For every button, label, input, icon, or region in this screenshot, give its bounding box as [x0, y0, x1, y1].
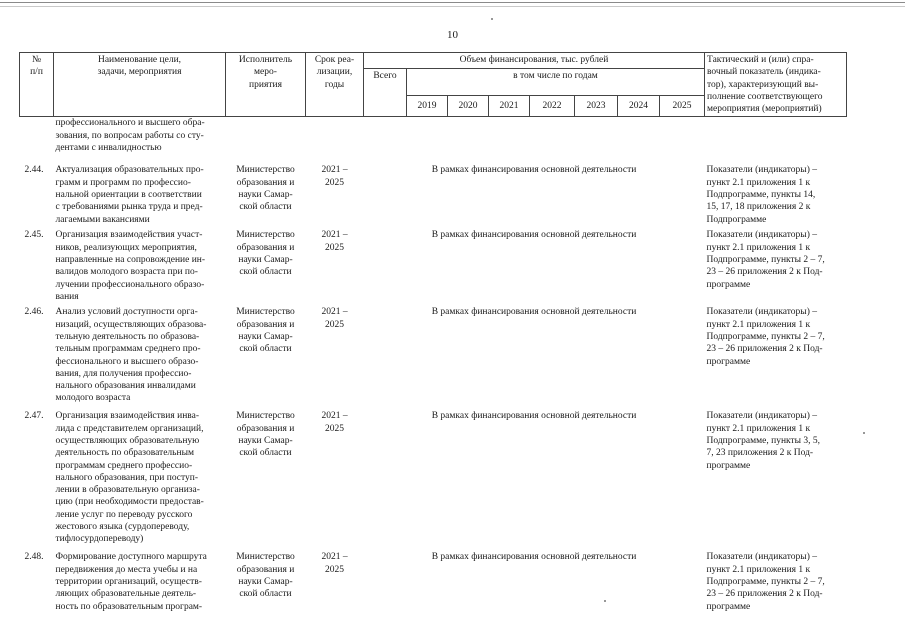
- year-2021: 2021: [489, 96, 530, 117]
- row-indicator: Показатели (индикаторы) – пункт 2.1 приложения 1 к Подпрограмме, пункты 2 – 7, 23 – 26 приложения 2 к Под- программе: [706, 552, 825, 612]
- header-num: № п/п: [20, 53, 54, 117]
- row-activity-name: Организация взаимодействия участ- ников, реализующих мероприятия, направленные на сопровождение ин- валидов молодого возраста при по- лучении профессионального образо- вания: [55, 230, 206, 302]
- program-activities-table: [19, 52, 847, 613]
- scan-speck: [604, 600, 606, 602]
- row-activity-name: Организация взаимодействия инва- лида с представителем организаций, осуществляющих образовательную деятельность по образовательным программам среднего профессио- нального образования, при поступ- лении в образовательную организа- цию (при необходимости предостав- ление услуг по переводу русского жестового языка (сурдопереводу, тифлосурдопереводу): [55, 411, 204, 545]
- year-2024: 2024: [618, 96, 660, 117]
- row-activity-name: Формирование доступного маршрута передвижения до места учебы и на территории организаций, осуществ- ляющих образовательные деятель- ность по образовательным програм-: [55, 552, 207, 612]
- row-activity-name: Актуализация образовательных про- грамм и программ по профессио- нальной ориентации в соответствии с требованиями рынка труда и пред- лагаемыми вакансиями: [55, 165, 204, 225]
- page-number: 10: [447, 29, 458, 41]
- header-financing: Объем финансирования, тыс. рублей: [364, 53, 705, 69]
- row-number: 2.48.: [24, 552, 44, 563]
- header-indicator: Тактический и (или) спра- вочный показатель (индика- тор), характеризующий вы- полнение соответствующего мероприятия (мероприятий): [705, 53, 847, 117]
- row-executor: Министерство образования и науки Самар- ской области: [236, 230, 295, 278]
- row-indicator: Показатели (индикаторы) – пункт 2.1 приложения 1 к Подпрограмме, пункты 14, 15, 17, 18 приложения 2 к Подпрограмме: [706, 165, 817, 225]
- header-executor: Исполнитель меро- приятия: [226, 53, 306, 117]
- row-indicator: Показатели (индикаторы) – пункт 2.1 приложения 1 к Подпрограмме, пункты 2 – 7, 23 – 26 приложения 2 к Под- программе: [706, 307, 825, 367]
- row-indicator: Показатели (индикаторы) – пункт 2.1 приложения 1 к Подпрограмме, пункты 3, 5, 7, 23 приложения 2 к Под- программе: [706, 411, 821, 471]
- table-row: [20, 306, 847, 410]
- header-name: Наименование цели, задачи, мероприятия: [54, 53, 226, 117]
- header-total: Всего: [364, 69, 407, 117]
- row-financing: В рамках финансирования основной деятельности: [431, 165, 637, 176]
- row-indicator: Показатели (индикаторы) – пункт 2.1 приложения 1 к Подпрограмме, пункты 2 – 7, 23 – 26 приложения 2 к Под- программе: [706, 230, 825, 290]
- row-financing: В рамках финансирования основной деятельности: [431, 230, 637, 241]
- row-number: 2.46.: [24, 307, 44, 318]
- year-2022: 2022: [530, 96, 575, 117]
- row-financing: В рамках финансирования основной деятельности: [431, 552, 637, 563]
- year-2023: 2023: [575, 96, 618, 117]
- table-row: [20, 551, 847, 612]
- scan-speck: [863, 432, 865, 434]
- row-executor: Министерство образования и науки Самар- ской области: [236, 307, 295, 355]
- row-financing: В рамках финансирования основной деятельности: [431, 307, 637, 318]
- year-2020: 2020: [448, 96, 489, 117]
- header-period: Срок реа- лизации, годы: [306, 53, 364, 117]
- table-row: [20, 410, 847, 551]
- scan-speck: [491, 18, 493, 20]
- year-2025: 2025: [660, 96, 705, 117]
- row-period: 2021 – 2025: [321, 165, 348, 188]
- scan-top-edge: [0, 2, 905, 7]
- row-number: 2.45.: [24, 230, 44, 241]
- row-period: 2021 – 2025: [321, 411, 348, 434]
- row-executor: Министерство образования и науки Самар- ской области: [236, 165, 295, 213]
- row-period: 2021 – 2025: [321, 552, 348, 575]
- row-activity-name: Анализ условий доступности орга- низаций, осуществляющих образова- тельную деятельность по образова- тельным программам среднего про- фессионального и высшего образо- вания, для получения профессио- нального образования инвалидами молодого возраста: [55, 307, 207, 404]
- continuation-text: профессионального и высшего обра- зования, по вопросам работы со сту- дентами с инвалидностью: [55, 118, 205, 154]
- table-header: [20, 53, 847, 117]
- row-financing: В рамках финансирования основной деятельности: [431, 411, 637, 422]
- table-row: [20, 164, 847, 229]
- table-row: [20, 229, 847, 306]
- row-period: 2021 – 2025: [321, 230, 348, 253]
- row-executor: Министерство образования и науки Самар- ской области: [236, 411, 295, 459]
- row-executor: Министерство образования и науки Самар- ской области: [236, 552, 295, 600]
- year-2019: 2019: [407, 96, 448, 117]
- continuation-row: [20, 117, 847, 164]
- header-by-years: в том числе по годам: [407, 69, 705, 96]
- row-number: 2.44.: [24, 165, 44, 176]
- row-number: 2.47.: [24, 411, 44, 422]
- row-period: 2021 – 2025: [321, 307, 348, 330]
